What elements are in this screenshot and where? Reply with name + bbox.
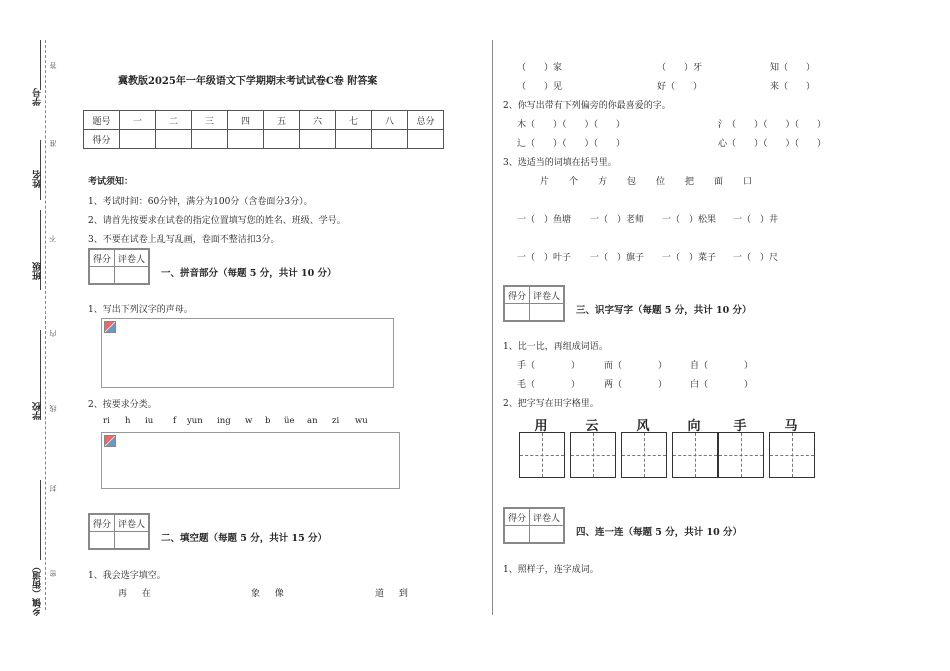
compare-blank[interactable]: 白（ ） bbox=[690, 380, 754, 390]
section3-q1: 1、比一比，再组成词语。 bbox=[503, 342, 608, 352]
margin-label-class: 班级 bbox=[33, 262, 43, 280]
column-divider bbox=[492, 40, 493, 615]
image-placeholder bbox=[101, 318, 394, 388]
grader-score-label: 得分 bbox=[505, 287, 530, 304]
compare-blank[interactable]: 手（ ） bbox=[517, 361, 581, 371]
pinyin-item: w bbox=[245, 416, 253, 426]
score-header-cell: 题号 bbox=[84, 111, 120, 130]
word-bank-item: 方 bbox=[598, 177, 608, 187]
grader-score-label: 得分 bbox=[90, 515, 115, 532]
word-bank-item: 把 bbox=[685, 177, 695, 187]
margin-label-school: 学校 bbox=[33, 402, 43, 420]
score-header-cell: 四 bbox=[228, 111, 264, 130]
margin-char-1: 答 bbox=[49, 62, 57, 69]
margin-char-2: 准 bbox=[49, 140, 57, 147]
margin-char-6: 封 bbox=[49, 485, 57, 492]
char-pair-1: 再 在 bbox=[118, 589, 157, 599]
measure-blank[interactable]: 一（ ）菜子 bbox=[662, 253, 717, 263]
grader-box bbox=[88, 248, 150, 285]
grader-reviewer-label: 评卷人 bbox=[115, 250, 149, 267]
compare-blank[interactable]: 两（ ） bbox=[604, 380, 668, 390]
measure-blank[interactable]: 一（ ）松果 bbox=[662, 215, 717, 225]
pinyin-item: yun bbox=[187, 416, 203, 426]
margin-label-name: 姓名 bbox=[33, 170, 43, 188]
tianzige-box[interactable] bbox=[621, 432, 667, 478]
margin-char-7: 密 bbox=[49, 570, 57, 577]
grader-score-cell[interactable] bbox=[90, 267, 115, 284]
section3-q2: 2、把字写在田字格里。 bbox=[503, 399, 599, 409]
tianzige-box[interactable] bbox=[769, 432, 815, 478]
pinyin-item: zi bbox=[332, 416, 340, 426]
section2-q3: 3、选适当的词填在括号里。 bbox=[503, 158, 617, 168]
score-row-label: 得分 bbox=[84, 130, 120, 149]
section4-title: 四、连一连（每题 5 分，共计 10 分） bbox=[576, 527, 743, 538]
pinyin-item: an bbox=[307, 416, 318, 426]
note-item-1: 1、考试时间：60分钟，满分为100分（含卷面分3分）。 bbox=[88, 197, 313, 207]
score-header-cell: 一 bbox=[120, 111, 156, 130]
broken-image-icon bbox=[104, 435, 116, 447]
grader-score-cell[interactable] bbox=[505, 304, 530, 321]
tianzige-box[interactable] bbox=[672, 432, 718, 478]
practice-char: 向 bbox=[687, 419, 701, 434]
score-cell[interactable] bbox=[336, 130, 372, 149]
word-bank-item: 位 bbox=[656, 177, 666, 187]
pinyin-item: b bbox=[265, 416, 271, 426]
score-header-cell: 二 bbox=[156, 111, 192, 130]
pinyin-item: f bbox=[173, 416, 177, 426]
grader-reviewer-label: 评卷人 bbox=[115, 515, 149, 532]
measure-blank[interactable]: 一（ ）尺 bbox=[733, 253, 779, 263]
score-cell[interactable] bbox=[408, 130, 444, 149]
tianzige-box[interactable] bbox=[570, 432, 616, 478]
grader-reviewer-label: 评卷人 bbox=[530, 287, 564, 304]
score-table-header-row bbox=[84, 111, 444, 130]
township-line bbox=[40, 480, 41, 560]
grader-reviewer-label: 评卷人 bbox=[530, 509, 564, 526]
margin-label-student-id: 学号 bbox=[33, 88, 43, 106]
margin-label-township: 乡镇（街道） bbox=[33, 562, 43, 616]
score-cell[interactable] bbox=[120, 130, 156, 149]
radical-row[interactable]: 木（ ）（ ）（ ） bbox=[517, 120, 626, 130]
section2-q1: 1、我会选字填空。 bbox=[88, 571, 166, 581]
char-pair-3: 道 到 bbox=[375, 589, 414, 599]
practice-char: 风 bbox=[636, 419, 650, 434]
pinyin-item: iu bbox=[145, 416, 154, 426]
compare-blank[interactable]: 而（ ） bbox=[604, 361, 668, 371]
score-header-cell: 三 bbox=[192, 111, 228, 130]
grader-box bbox=[503, 285, 565, 322]
score-header-cell: 八 bbox=[372, 111, 408, 130]
section1-title: 一、拼音部分（每题 5 分，共计 10 分） bbox=[161, 268, 337, 279]
word-bank-item: 包 bbox=[627, 177, 637, 187]
radical-row[interactable]: 心（ ）（ ）（ ） bbox=[718, 139, 827, 149]
grader-score-cell[interactable] bbox=[505, 526, 530, 543]
score-header-cell: 总分 bbox=[408, 111, 444, 130]
student-id-line bbox=[40, 40, 41, 90]
compare-blank[interactable]: 自（ ） bbox=[690, 361, 754, 371]
grader-score-label: 得分 bbox=[90, 250, 115, 267]
score-cell[interactable] bbox=[228, 130, 264, 149]
grader-box bbox=[88, 513, 150, 550]
score-table-score-row bbox=[84, 130, 444, 149]
notes-heading: 考试须知： bbox=[88, 177, 134, 187]
pinyin-item: üe bbox=[284, 416, 295, 426]
broken-image-icon bbox=[104, 321, 116, 333]
radical-row[interactable]: 辶（ ）（ ）（ ） bbox=[517, 139, 626, 149]
note-item-2: 2、请首先按要求在试卷的指定位置填写您的姓名、班级、学号。 bbox=[88, 216, 346, 226]
fill-blank[interactable]: 好（ ） bbox=[657, 82, 703, 92]
grader-reviewer-cell[interactable] bbox=[115, 532, 149, 549]
score-cell[interactable] bbox=[192, 130, 228, 149]
score-header-cell: 七 bbox=[336, 111, 372, 130]
note-item-3: 3、不要在试卷上乱写乱画，卷面不整洁扣3分。 bbox=[88, 235, 280, 245]
score-cell[interactable] bbox=[372, 130, 408, 149]
fill-blank[interactable]: （ ）牙 bbox=[657, 63, 703, 73]
word-bank-item: 个 bbox=[569, 177, 579, 187]
grader-reviewer-cell[interactable] bbox=[530, 526, 564, 543]
section2-title: 二、填空题（每题 5 分，共计 15 分） bbox=[161, 533, 328, 544]
compare-blank[interactable]: 毛（ ） bbox=[517, 380, 581, 390]
grader-reviewer-cell[interactable] bbox=[530, 304, 564, 321]
tianzige-box[interactable] bbox=[519, 432, 565, 478]
measure-blank[interactable]: 一（ ）鱼塘 bbox=[517, 215, 572, 225]
pinyin-item: wu bbox=[355, 416, 368, 426]
score-cell[interactable] bbox=[156, 130, 192, 149]
measure-blank[interactable]: 一（ ）旗子 bbox=[590, 253, 645, 263]
exam-title: 冀教版2025年一年级语文下学期期末考试试卷C卷 附答案 bbox=[118, 76, 378, 87]
margin-char-4: 内 bbox=[49, 330, 57, 337]
pinyin-item: ing bbox=[217, 416, 231, 426]
section3-title: 三、识字写字（每题 5 分，共计 10 分） bbox=[576, 305, 752, 316]
practice-char: 马 bbox=[784, 419, 798, 434]
measure-blank[interactable]: 一（ ）老师 bbox=[590, 215, 645, 225]
score-header-cell: 六 bbox=[300, 111, 336, 130]
fill-blank[interactable]: 知（ ） bbox=[770, 63, 816, 73]
margin-char-5: 线 bbox=[49, 405, 57, 412]
margin-char-3: 不 bbox=[49, 235, 57, 242]
fill-blank[interactable]: 来（ ） bbox=[770, 82, 816, 92]
grader-score-label: 得分 bbox=[505, 509, 530, 526]
tianzige-box[interactable] bbox=[718, 432, 764, 478]
pinyin-item: h bbox=[125, 416, 131, 426]
word-bank-item: 面 bbox=[714, 177, 724, 187]
score-table bbox=[83, 110, 444, 149]
radical-row[interactable]: 氵（ ）（ ）（ ） bbox=[718, 120, 827, 130]
image-placeholder bbox=[101, 432, 400, 489]
binding-dashed-line bbox=[45, 40, 46, 610]
score-cell[interactable] bbox=[300, 130, 336, 149]
grader-reviewer-cell[interactable] bbox=[115, 267, 149, 284]
fill-blank[interactable]: （ ）见 bbox=[517, 82, 563, 92]
score-cell[interactable] bbox=[264, 130, 300, 149]
section2-q2: 2、你写出带有下列偏旁的你最喜爱的字。 bbox=[503, 101, 671, 111]
grader-score-cell[interactable] bbox=[90, 532, 115, 549]
word-bank-item: 片 bbox=[540, 177, 550, 187]
measure-blank[interactable]: 一（ ）叶子 bbox=[517, 253, 572, 263]
pinyin-item: ri bbox=[103, 416, 110, 426]
fill-blank[interactable]: （ ）家 bbox=[517, 63, 563, 73]
measure-blank[interactable]: 一（ ）井 bbox=[733, 215, 779, 225]
grader-box bbox=[503, 507, 565, 544]
section1-q1: 1、写出下列汉字的声母。 bbox=[88, 305, 193, 315]
score-header-cell: 五 bbox=[264, 111, 300, 130]
practice-char: 云 bbox=[585, 419, 599, 434]
section4-q1: 1、照样子，连字成词。 bbox=[503, 565, 599, 575]
word-bank-item: 口 bbox=[743, 177, 753, 187]
char-pair-2: 象 像 bbox=[251, 589, 290, 599]
practice-char: 手 bbox=[733, 419, 747, 434]
section1-q2: 2、按要求分类。 bbox=[88, 400, 157, 410]
practice-char: 用 bbox=[534, 419, 548, 434]
